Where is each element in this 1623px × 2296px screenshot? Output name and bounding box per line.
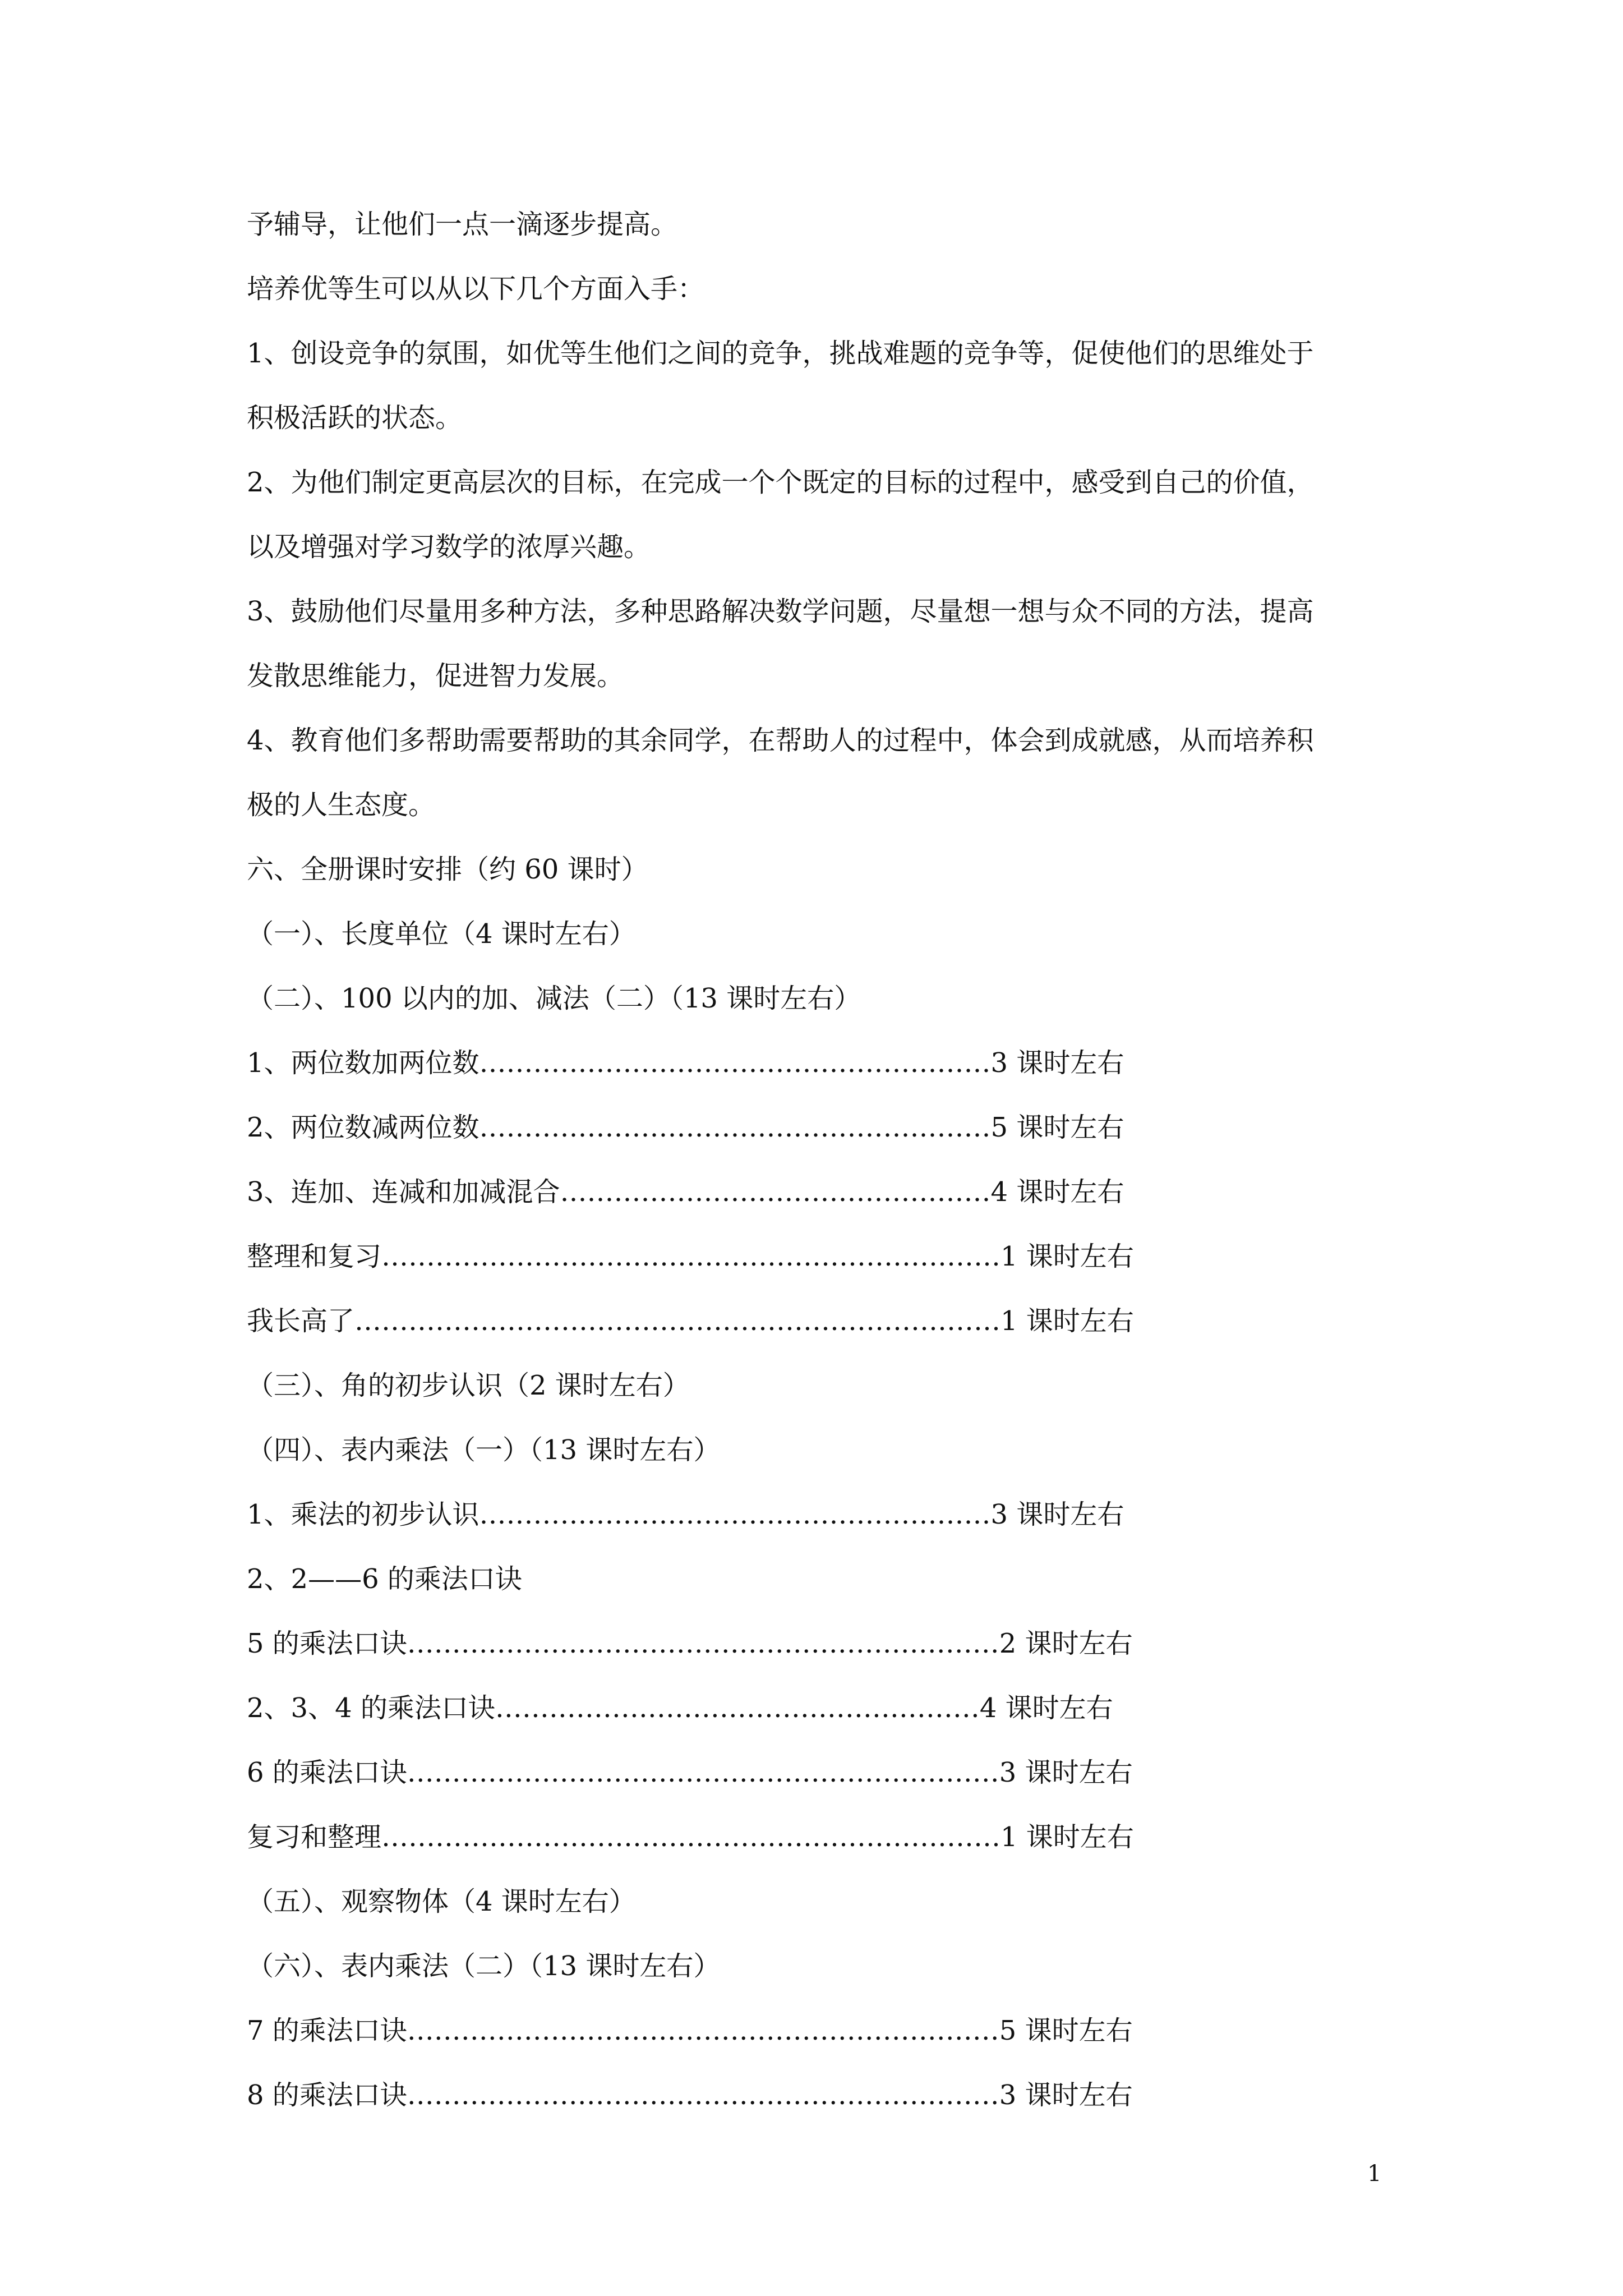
text-line: 予辅导，让他们一点一滴逐步提高。 xyxy=(247,209,678,240)
text-line: 以及增强对学习数学的浓厚兴趣。 xyxy=(247,531,651,563)
text-line: 发散思维能力，促进智力发展。 xyxy=(247,660,624,692)
schedule-item: 8 的乘法口诀…………………………………………………………3 课时左右 xyxy=(247,2079,1133,2111)
text-line: 3、鼓励他们尽量用多种方法，多种思路解决数学问题，尽量想一想与众不同的方法，提高 xyxy=(247,596,1314,627)
text-line: 1、创设竞争的氛围，如优等生他们之间的竞争，挑战难题的竞争等，促使他们的思维处于 xyxy=(247,338,1314,369)
schedule-item: 我长高了………………………………………………………………1 课时左右 xyxy=(247,1305,1134,1337)
unit-heading: （四）、表内乘法（一）（13 课时左右） xyxy=(247,1434,721,1466)
schedule-item: 2、3、4 的乘法口诀………………………………………………4 课时左右 xyxy=(247,1692,1113,1724)
schedule-item: 2、2——6 的乘法口诀 xyxy=(247,1563,522,1595)
schedule-item: 1、乘法的初步认识…………………………………………………3 课时左右 xyxy=(247,1499,1124,1530)
unit-heading: （五）、观察物体（4 课时左右） xyxy=(247,1886,636,1917)
schedule-item: 7 的乘法口诀…………………………………………………………5 课时左右 xyxy=(247,2015,1133,2046)
text-line: 2、为他们制定更高层次的目标，在完成一个个既定的目标的过程中，感受到自己的价值， xyxy=(247,467,1314,498)
text-line: 4、教育他们多帮助需要帮助的其余同学，在帮助人的过程中，体会到成就感，从而培养积 xyxy=(247,725,1314,756)
text-line: 培养优等生可以从以下几个方面入手： xyxy=(247,273,705,305)
text-line: 极的人生态度。 xyxy=(247,789,436,821)
unit-heading: （一）、长度单位（4 课时左右） xyxy=(247,918,636,950)
unit-heading: （六）、表内乘法（二）（13 课时左右） xyxy=(247,1950,721,1982)
unit-heading: （二）、100 以内的加、减法（二）（13 课时左右） xyxy=(247,983,861,1014)
schedule-item: 复习和整理……………………………………………………………1 课时左右 xyxy=(247,1821,1134,1853)
page-number: 1 xyxy=(1367,2161,1382,2187)
schedule-item: 1、两位数加两位数…………………………………………………3 课时左右 xyxy=(247,1047,1124,1079)
text-line: 积极活跃的状态。 xyxy=(247,402,463,434)
schedule-item: 6 的乘法口诀…………………………………………………………3 课时左右 xyxy=(247,1757,1133,1788)
schedule-item: 整理和复习……………………………………………………………1 课时左右 xyxy=(247,1241,1134,1272)
section-heading: 六、全册课时安排（约 60 课时） xyxy=(247,854,648,885)
schedule-item: 5 的乘法口诀…………………………………………………………2 课时左右 xyxy=(247,1628,1133,1659)
schedule-item: 3、连加、连减和加减混合…………………………………………4 课时左右 xyxy=(247,1176,1124,1208)
unit-heading: （三）、角的初步认识（2 课时左右） xyxy=(247,1370,690,1401)
schedule-item: 2、两位数减两位数…………………………………………………5 课时左右 xyxy=(247,1112,1124,1143)
